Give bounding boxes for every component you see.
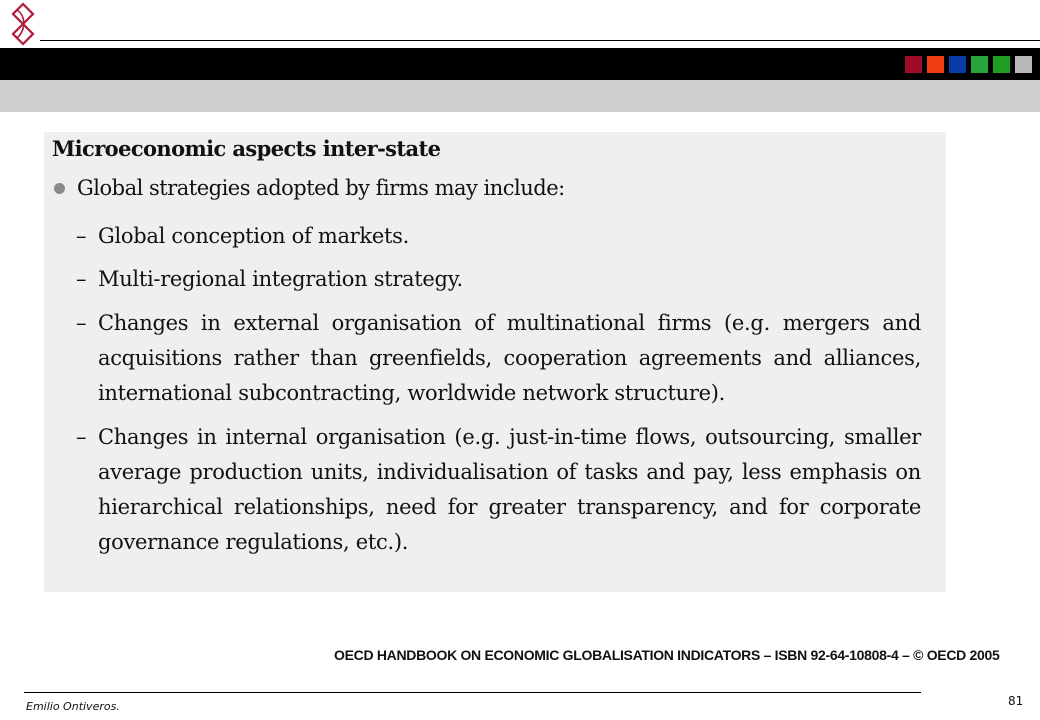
dash-marker: – <box>76 425 87 449</box>
sub-item-text: Changes in internal organisation (e.g. just-in-time flows, outsourcing, smaller average production units, individualisation of tasks and pay, less emphasis on hierarchical relationships, need for greater transparency, and for corporate governance regulations, etc.). <box>98 425 921 554</box>
swatch-blue <box>949 56 966 73</box>
page-number: 81 <box>1008 694 1024 708</box>
swatch-gray <box>1015 56 1032 73</box>
content-box <box>44 132 946 592</box>
swatch-red <box>905 56 922 73</box>
sub-item-text: Changes in external organisation of multinational firms (e.g. mergers and acquisitions rather than greenfields, cooperation agreements and alliances, international subcontracting, worldwide network structure). <box>98 311 921 405</box>
subheader-bar <box>0 80 1040 112</box>
bullet-text: Global strategies adopted by firms may include: <box>77 176 565 200</box>
bullet-item <box>54 176 565 200</box>
footer-author: Emilio Ontiveros. <box>26 700 120 713</box>
sub-item <box>76 262 921 297</box>
bullet-dot-icon <box>54 183 65 194</box>
dash-marker: – <box>76 267 87 291</box>
sub-item <box>76 219 921 254</box>
swatch-orange <box>927 56 944 73</box>
dash-marker: – <box>76 224 87 248</box>
sub-item-text: Multi-regional integration strategy. <box>98 267 463 291</box>
infinity-knot-icon <box>6 2 40 46</box>
header-rule <box>40 40 1040 41</box>
header-bar <box>0 48 1040 80</box>
swatch-green <box>971 56 988 73</box>
source-citation: OECD HANDBOOK ON ECONOMIC GLOBALISATION INDICATORS – ISBN 92-64-10808-4 – © OECD 2005 <box>334 647 1000 663</box>
dash-marker: – <box>76 311 87 335</box>
sub-item <box>76 306 921 411</box>
footer-rule <box>24 692 921 693</box>
color-swatches <box>905 56 1032 73</box>
sub-item <box>76 420 921 560</box>
slide-heading: Microeconomic aspects inter-state <box>52 136 441 161</box>
swatch-dark-green <box>993 56 1010 73</box>
sub-item-text: Global conception of markets. <box>98 224 409 248</box>
